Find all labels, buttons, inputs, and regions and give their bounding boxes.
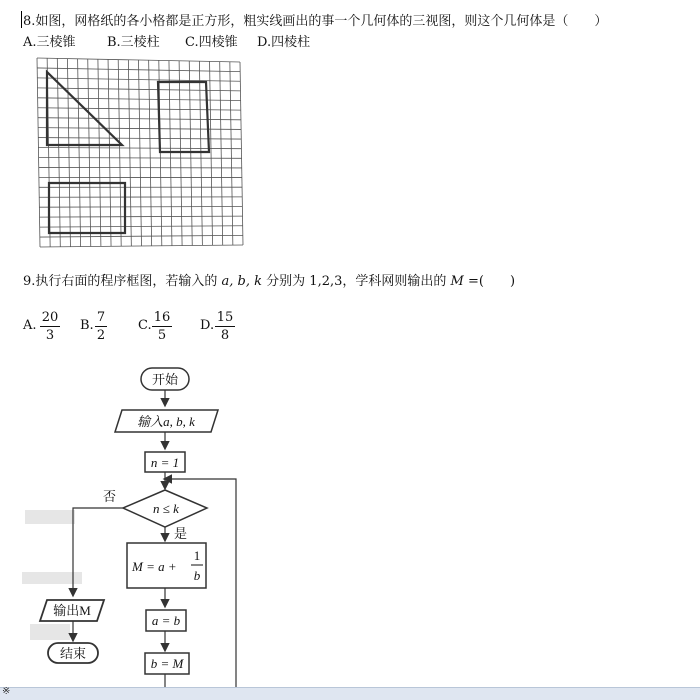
init-label: n = 1 [151, 455, 179, 470]
q9-option-b-denominator: 2 [95, 328, 107, 343]
assign-m-denominator: b [194, 568, 201, 583]
q9-stem-vars: a, b, k [222, 274, 262, 289]
q8-option-d: D.四棱柱 [257, 31, 310, 50]
q9-stem-var-m: M [451, 274, 464, 289]
start-label: 开始 [152, 372, 179, 387]
q9-option-d-letter: D. [200, 318, 214, 333]
output-label: 输出M [53, 603, 91, 618]
q9-option-b-numerator: 7 [95, 310, 107, 325]
assign-a-label: a = b [152, 613, 181, 628]
q9-option-a-numerator: 20 [40, 310, 60, 325]
q8-stem: 8.如图，网格纸的各小格都是正方形，粗实线画出的事一个几何体的三视图，则这个几何体是（ ） [23, 10, 607, 29]
q8-option-a: A.三棱锥 [23, 31, 76, 50]
q9-option-d-numerator: 15 [215, 310, 235, 325]
q9-option-d-denominator: 8 [215, 328, 235, 343]
assign-m-label: M = a + [131, 559, 177, 574]
q8-option-b: B.三棱柱 [107, 31, 160, 50]
q9-stem-mid: 分别为 1,2,3，学科网则输出的 [266, 274, 446, 289]
assign-m-numerator: 1 [194, 548, 201, 563]
q8-option-c: C.四棱锥 [185, 31, 238, 50]
q9-option-c-numerator: 16 [152, 310, 172, 325]
input-label: 输入a, b, k [137, 414, 195, 429]
q9-option-c-letter: C. [138, 318, 152, 333]
status-mark: ※ [2, 686, 10, 697]
q9-option-a-letter: A. [23, 318, 37, 333]
end-label: 结束 [60, 646, 86, 661]
q9-option-b-letter: B. [80, 318, 94, 333]
q9-option-c-denominator: 5 [152, 328, 172, 343]
q9-stem-suffix: =( ) [464, 274, 515, 289]
yes-label: 是 [174, 526, 187, 541]
window-status-bar [0, 687, 700, 700]
q9-stem-prefix: 9.执行右面的程序框图，若输入的 [23, 274, 217, 289]
condition-label: n ≤ k [153, 501, 179, 516]
assign-b-label: b = M [151, 656, 185, 671]
q9-option-a-denominator: 3 [40, 328, 60, 343]
no-label: 否 [103, 489, 116, 504]
